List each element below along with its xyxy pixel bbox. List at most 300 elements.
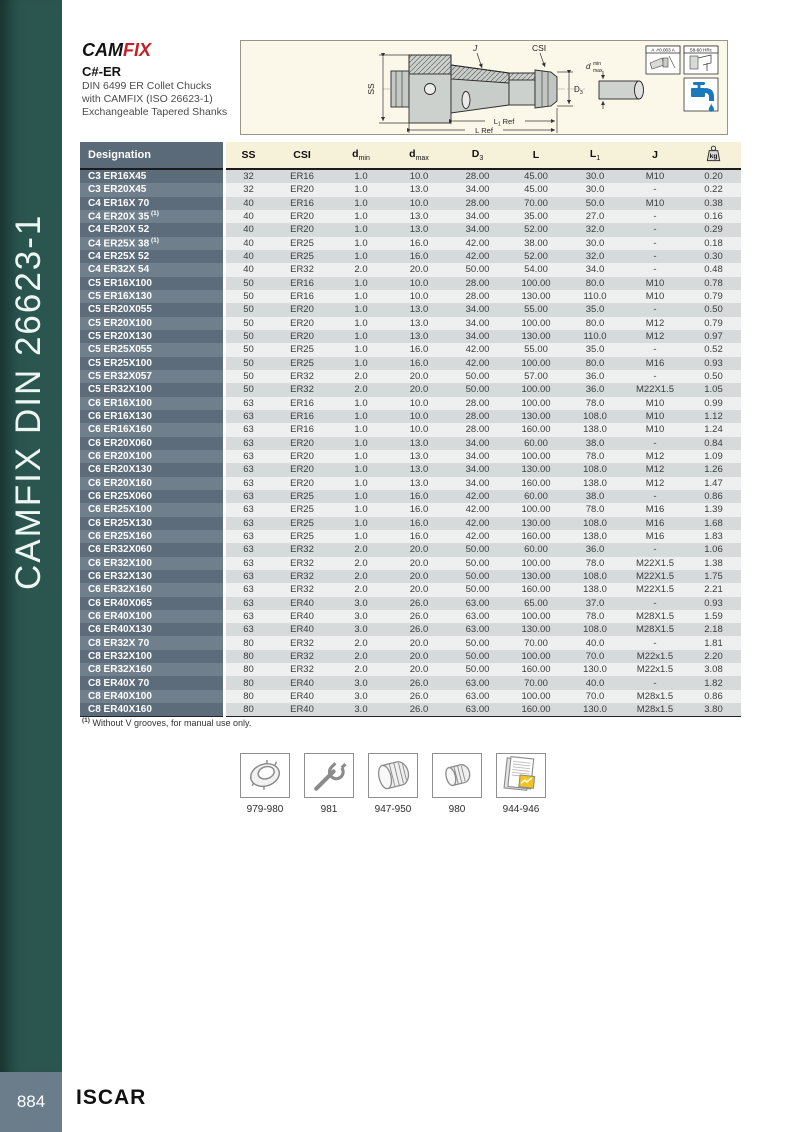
table-row <box>80 490 741 503</box>
value-cell: - <box>624 183 686 196</box>
table-row <box>80 317 741 330</box>
value-cell: 1.0 <box>333 197 389 210</box>
value-cell: 78.0 <box>566 397 624 410</box>
value-cell: 13.0 <box>389 463 449 476</box>
value-cell: 100.00 <box>506 397 566 410</box>
value-cell: 1.0 <box>333 357 389 370</box>
value-cell: 30.0 <box>566 183 624 196</box>
value-cell: 100.00 <box>506 503 566 516</box>
value-cell: M10 <box>624 397 686 410</box>
value-cell: M16 <box>624 503 686 516</box>
table-row <box>80 183 741 196</box>
value-cell: 34.00 <box>449 450 506 463</box>
dim-label-l-ref: L Ref <box>475 126 493 134</box>
value-cell: 1.12 <box>686 410 741 423</box>
value-cell: 63.00 <box>449 623 506 636</box>
value-cell: M16 <box>624 517 686 530</box>
catalog-pages-icon <box>496 753 546 798</box>
value-cell: 63 <box>225 410 272 423</box>
value-cell: 2.0 <box>333 583 389 596</box>
value-cell: 1.24 <box>686 423 741 436</box>
designation-cell: C6 ER20X060 <box>80 437 225 450</box>
value-cell: 160.00 <box>506 423 566 436</box>
value-cell: M28X1.5 <box>624 610 686 623</box>
value-cell: - <box>624 597 686 610</box>
table-row <box>80 223 741 236</box>
value-cell: 42.00 <box>449 503 506 516</box>
table-row <box>80 517 741 530</box>
value-cell: ER32 <box>271 636 333 649</box>
value-cell: M22X1.5 <box>624 570 686 583</box>
designation-cell: C6 ER25X130 <box>80 517 225 530</box>
table-row <box>80 210 741 223</box>
value-cell: 20.0 <box>389 583 449 596</box>
value-cell: 80 <box>225 690 272 703</box>
value-cell: 10.0 <box>389 423 449 436</box>
value-cell: ER25 <box>271 517 333 530</box>
value-cell: 26.0 <box>389 703 449 717</box>
value-cell: 1.0 <box>333 397 389 410</box>
value-cell: M12 <box>624 317 686 330</box>
value-cell: 3.0 <box>333 676 389 689</box>
value-cell: 52.00 <box>506 250 566 263</box>
value-cell: 50 <box>225 357 272 370</box>
value-cell: ER25 <box>271 503 333 516</box>
value-cell: 42.00 <box>449 237 506 250</box>
designation-cell: C6 ER32X060 <box>80 543 225 556</box>
value-cell: ER20 <box>271 437 333 450</box>
value-cell: ER32 <box>271 263 333 276</box>
value-cell: 1.05 <box>686 383 741 396</box>
value-cell: 100.00 <box>506 357 566 370</box>
value-cell: M10 <box>624 197 686 210</box>
value-cell: 138.0 <box>566 530 624 543</box>
value-cell: ER25 <box>271 357 333 370</box>
value-cell: 50.00 <box>449 636 506 649</box>
value-cell: 0.97 <box>686 330 741 343</box>
value-cell: 63 <box>225 463 272 476</box>
value-cell: - <box>624 237 686 250</box>
table-row <box>80 557 741 570</box>
value-cell: 1.68 <box>686 517 741 530</box>
value-cell: 50.00 <box>449 543 506 556</box>
value-cell: 2.0 <box>333 650 389 663</box>
value-cell: 1.0 <box>333 330 389 343</box>
value-cell: 34.00 <box>449 463 506 476</box>
value-cell: 1.09 <box>686 450 741 463</box>
designation-cell: C4 ER25X 52 <box>80 250 225 263</box>
value-cell: 0.52 <box>686 343 741 356</box>
designation-cell: C3 ER20X45 <box>80 183 225 196</box>
designation-cell: C6 ER40X065 <box>80 597 225 610</box>
value-cell: ER16 <box>271 277 333 290</box>
value-cell: 78.0 <box>566 450 624 463</box>
value-cell: 70.00 <box>506 676 566 689</box>
related-item <box>496 753 546 815</box>
table-row <box>80 570 741 583</box>
value-cell: 108.0 <box>566 410 624 423</box>
designation-cell: C6 ER16X160 <box>80 423 225 436</box>
value-cell: 100.00 <box>506 557 566 570</box>
value-cell: 100.00 <box>506 450 566 463</box>
value-cell: ER25 <box>271 530 333 543</box>
value-cell: 70.0 <box>566 650 624 663</box>
value-cell: 2.0 <box>333 263 389 276</box>
page-number-block <box>0 1072 62 1132</box>
column-header: $D_3$ <box>449 142 506 169</box>
value-cell: 57.00 <box>506 370 566 383</box>
weight-column-header <box>686 142 741 169</box>
table-row <box>80 676 741 689</box>
related-pages-label: 981 <box>320 804 338 815</box>
value-cell: 1.0 <box>333 437 389 450</box>
value-cell: 0.86 <box>686 490 741 503</box>
value-cell: 60.00 <box>506 490 566 503</box>
value-cell: 78.0 <box>566 610 624 623</box>
designation-cell: C6 ER25X060 <box>80 490 225 503</box>
value-cell: 28.00 <box>449 277 506 290</box>
table-row <box>80 583 741 596</box>
value-cell: 50.0 <box>566 197 624 210</box>
value-cell: 1.47 <box>686 477 741 490</box>
value-cell: 160.00 <box>506 663 566 676</box>
value-cell: 100.00 <box>506 690 566 703</box>
value-cell: 3.0 <box>333 610 389 623</box>
value-cell: 63 <box>225 570 272 583</box>
designation-cell: C5 ER16X100 <box>80 277 225 290</box>
value-cell: ER32 <box>271 557 333 570</box>
value-cell: 63 <box>225 557 272 570</box>
value-cell: 54.00 <box>506 263 566 276</box>
value-cell: 13.0 <box>389 223 449 236</box>
mini-collet-icon <box>432 753 482 798</box>
value-cell: 0.20 <box>686 169 741 183</box>
value-cell: 28.00 <box>449 169 506 183</box>
value-cell: 38.0 <box>566 490 624 503</box>
value-cell: 36.0 <box>566 383 624 396</box>
value-cell: - <box>624 250 686 263</box>
collet-chuck-drawing <box>241 41 727 134</box>
value-cell: 138.0 <box>566 423 624 436</box>
table-row <box>80 197 741 210</box>
value-cell: 1.0 <box>333 410 389 423</box>
value-cell: M22X1.5 <box>624 383 686 396</box>
value-cell: 20.0 <box>389 370 449 383</box>
collet-icon <box>368 753 418 798</box>
camfix-logo-cam: CAM <box>82 40 123 60</box>
value-cell: 50.00 <box>449 650 506 663</box>
table-row <box>80 303 741 316</box>
value-cell: 1.59 <box>686 610 741 623</box>
svg-text:58-60 HRc: 58-60 HRc <box>690 47 712 53</box>
value-cell: M22X1.5 <box>624 583 686 596</box>
related-pages-label: 947-950 <box>374 804 412 815</box>
designation-cell: C6 ER16X100 <box>80 397 225 410</box>
value-cell: M10 <box>624 290 686 303</box>
value-cell: M28X1.5 <box>624 623 686 636</box>
value-cell: 80.0 <box>566 357 624 370</box>
value-cell: 160.00 <box>506 530 566 543</box>
designation-cell: C3 ER16X45 <box>80 169 225 183</box>
table-row <box>80 277 741 290</box>
table-row <box>80 663 741 676</box>
value-cell: 32.0 <box>566 250 624 263</box>
table-row <box>80 503 741 516</box>
value-cell: 138.0 <box>566 477 624 490</box>
designation-cell: C5 ER32X100 <box>80 383 225 396</box>
value-cell: 130.00 <box>506 517 566 530</box>
value-cell: 1.0 <box>333 210 389 223</box>
value-cell: M28x1.5 <box>624 703 686 717</box>
value-cell: 108.0 <box>566 623 624 636</box>
related-items <box>240 753 546 815</box>
dim-label-d: d <box>586 62 591 71</box>
column-header: $d_{min}$ <box>333 142 389 169</box>
table-row <box>80 410 741 423</box>
designation-cell: C6 ER20X100 <box>80 450 225 463</box>
value-cell: - <box>624 543 686 556</box>
value-cell: 63.00 <box>449 597 506 610</box>
table-row <box>80 543 741 556</box>
value-cell: 1.38 <box>686 557 741 570</box>
value-cell: 38.0 <box>566 437 624 450</box>
value-cell: M16 <box>624 357 686 370</box>
dim-label-csi: CSI <box>532 43 547 53</box>
value-cell: 2.20 <box>686 650 741 663</box>
value-cell: 63 <box>225 583 272 596</box>
table-row <box>80 397 741 410</box>
related-item <box>304 753 354 815</box>
value-cell: 80 <box>225 663 272 676</box>
designation-cell: C6 ER25X160 <box>80 530 225 543</box>
value-cell: 63.00 <box>449 610 506 623</box>
value-cell: 20.0 <box>389 263 449 276</box>
dim-label-dmin: min <box>593 61 602 67</box>
weight-kg-icon <box>704 145 723 162</box>
value-cell: 80 <box>225 676 272 689</box>
value-cell: 40.0 <box>566 636 624 649</box>
value-cell: 3.0 <box>333 690 389 703</box>
designation-cell: C4 ER20X 52 <box>80 223 225 236</box>
value-cell: M28x1.5 <box>624 690 686 703</box>
value-cell: - <box>624 437 686 450</box>
table-row <box>80 250 741 263</box>
designation-cell: C8 ER32X160 <box>80 663 225 676</box>
value-cell: ER25 <box>271 237 333 250</box>
value-cell: 0.18 <box>686 237 741 250</box>
value-cell: 10.0 <box>389 197 449 210</box>
value-cell: 34.00 <box>449 330 506 343</box>
value-cell: 50.00 <box>449 370 506 383</box>
value-cell: 0.79 <box>686 317 741 330</box>
value-cell: 1.0 <box>333 490 389 503</box>
table-row <box>80 450 741 463</box>
value-cell: 42.00 <box>449 530 506 543</box>
value-cell: 40 <box>225 250 272 263</box>
value-cell: M10 <box>624 423 686 436</box>
value-cell: ER20 <box>271 450 333 463</box>
value-cell: 50 <box>225 343 272 356</box>
value-cell: 34.0 <box>566 263 624 276</box>
value-cell: 63 <box>225 477 272 490</box>
value-cell: 1.83 <box>686 530 741 543</box>
value-cell: 108.0 <box>566 517 624 530</box>
value-cell: 40 <box>225 263 272 276</box>
value-cell: 50.00 <box>449 583 506 596</box>
value-cell: 36.0 <box>566 543 624 556</box>
value-cell: ER32 <box>271 663 333 676</box>
value-cell: 10.0 <box>389 169 449 183</box>
value-cell: 1.0 <box>333 303 389 316</box>
designation-cell: C6 ER16X130 <box>80 410 225 423</box>
chuck-body <box>391 55 557 123</box>
value-cell: ER20 <box>271 210 333 223</box>
value-cell: 0.22 <box>686 183 741 196</box>
value-cell: 20.0 <box>389 543 449 556</box>
value-cell: ER20 <box>271 223 333 236</box>
value-cell: 34.00 <box>449 183 506 196</box>
value-cell: ER20 <box>271 330 333 343</box>
value-cell: 50.00 <box>449 570 506 583</box>
value-cell: 35.00 <box>506 210 566 223</box>
column-header: $d_{max}$ <box>389 142 449 169</box>
value-cell: 36.0 <box>566 370 624 383</box>
product-description <box>82 80 227 119</box>
value-cell: 20.0 <box>389 557 449 570</box>
value-cell: 0.86 <box>686 690 741 703</box>
value-cell: 27.0 <box>566 210 624 223</box>
page-number: 884 <box>16 1092 46 1111</box>
value-cell: 42.00 <box>449 250 506 263</box>
value-cell: ER20 <box>271 477 333 490</box>
value-cell: 0.38 <box>686 197 741 210</box>
value-cell: 1.0 <box>333 423 389 436</box>
svg-text:A ↗0.003 A: A ↗0.003 A <box>651 47 675 53</box>
value-cell: 10.0 <box>389 277 449 290</box>
value-cell: 2.0 <box>333 663 389 676</box>
table-row <box>80 463 741 476</box>
table-row <box>80 623 741 636</box>
value-cell: 35.0 <box>566 303 624 316</box>
value-cell: ER16 <box>271 397 333 410</box>
value-cell: M12 <box>624 450 686 463</box>
value-cell: ER40 <box>271 690 333 703</box>
table-row <box>80 423 741 436</box>
value-cell: 40 <box>225 237 272 250</box>
designation-cell: C6 ER32X130 <box>80 570 225 583</box>
value-cell: ER25 <box>271 250 333 263</box>
value-cell: ER32 <box>271 650 333 663</box>
table-row <box>80 343 741 356</box>
value-cell: 63 <box>225 623 272 636</box>
value-cell: 1.0 <box>333 183 389 196</box>
value-cell: 108.0 <box>566 463 624 476</box>
related-item <box>432 753 482 815</box>
table-row <box>80 597 741 610</box>
value-cell: 26.0 <box>389 597 449 610</box>
value-cell: 65.00 <box>506 597 566 610</box>
value-cell: 63.00 <box>449 690 506 703</box>
value-cell: 2.0 <box>333 570 389 583</box>
value-cell: 0.16 <box>686 210 741 223</box>
value-cell: 50.00 <box>449 557 506 570</box>
value-cell: 20.0 <box>389 636 449 649</box>
value-cell: 50.00 <box>449 663 506 676</box>
description-line: DIN 6499 ER Collet Chucks <box>82 80 212 92</box>
value-cell: ER32 <box>271 370 333 383</box>
dim-label-dmax: max <box>593 68 603 74</box>
spec-table-body <box>80 169 741 717</box>
value-cell: 1.0 <box>333 477 389 490</box>
value-cell: M22X1.5 <box>624 557 686 570</box>
value-cell: M10 <box>624 410 686 423</box>
related-item <box>368 753 418 815</box>
designation-cell: C8 ER40X 70 <box>80 676 225 689</box>
value-cell: 34.00 <box>449 303 506 316</box>
value-cell: ER20 <box>271 183 333 196</box>
wrench-icon <box>304 753 354 798</box>
spec-table-header-row <box>80 142 741 169</box>
dim-label-j: J <box>473 43 478 53</box>
value-cell: ER40 <box>271 703 333 717</box>
coolant-icon <box>684 78 718 112</box>
value-cell: M12 <box>624 477 686 490</box>
value-cell: 16.0 <box>389 237 449 250</box>
table-row <box>80 690 741 703</box>
value-cell: ER20 <box>271 317 333 330</box>
svg-text:kg: kg <box>709 153 718 161</box>
value-cell: 1.82 <box>686 676 741 689</box>
description-line: with CAMFIX (ISO 26623-1) <box>82 93 213 105</box>
value-cell: ER20 <box>271 463 333 476</box>
table-row <box>80 357 741 370</box>
value-cell: 0.93 <box>686 597 741 610</box>
value-cell: 13.0 <box>389 437 449 450</box>
value-cell: 45.00 <box>506 183 566 196</box>
value-cell: 80 <box>225 650 272 663</box>
value-cell: ER16 <box>271 197 333 210</box>
value-cell: 0.93 <box>686 357 741 370</box>
designation-cell: C5 ER20X100 <box>80 317 225 330</box>
value-cell: 130.00 <box>506 290 566 303</box>
value-cell: 30.0 <box>566 169 624 183</box>
value-cell: 63.00 <box>449 676 506 689</box>
value-cell: 37.0 <box>566 597 624 610</box>
related-item <box>240 753 290 815</box>
tool-shank <box>599 81 644 99</box>
value-cell: 2.21 <box>686 583 741 596</box>
value-cell: 63 <box>225 423 272 436</box>
value-cell: 1.0 <box>333 463 389 476</box>
value-cell: 50 <box>225 330 272 343</box>
value-cell: 138.0 <box>566 583 624 596</box>
value-cell: M22x1.5 <box>624 650 686 663</box>
value-cell: 60.00 <box>506 543 566 556</box>
description-line: Exchangeable Tapered Shanks <box>82 106 228 118</box>
value-cell: 80.0 <box>566 317 624 330</box>
spec-table <box>80 142 741 717</box>
value-cell: 100.00 <box>506 650 566 663</box>
footnote-text: Without V grooves, for manual use only. <box>89 718 252 728</box>
value-cell: 1.06 <box>686 543 741 556</box>
value-cell: 160.00 <box>506 583 566 596</box>
value-cell: 63 <box>225 597 272 610</box>
designation-cell: C4 ER20X 35 $^{(1)}$ <box>80 210 225 223</box>
value-cell: ER32 <box>271 570 333 583</box>
value-cell: 40.0 <box>566 676 624 689</box>
designation-cell: C8 ER32X 70 <box>80 636 225 649</box>
value-cell: 32 <box>225 183 272 196</box>
